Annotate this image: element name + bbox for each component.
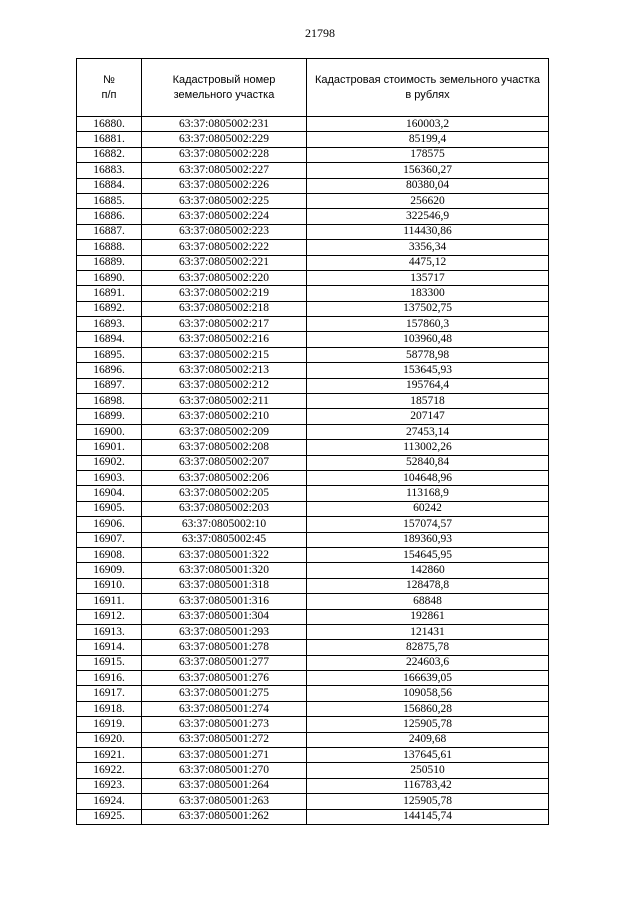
cadastral-number-cell: 63:37:0805002:207 xyxy=(142,455,307,470)
table-row xyxy=(77,163,549,178)
cadastral-value-cell: 68848 xyxy=(307,594,549,609)
cadastral-value-cell: 154645,95 xyxy=(307,547,549,562)
cadastral-value-cell: 195764,4 xyxy=(307,378,549,393)
cadastral-number-cell: 63:37:0805001:278 xyxy=(142,640,307,655)
cadastral-value-cell: 116783,42 xyxy=(307,778,549,793)
cadastral-number-cell: 63:37:0805002:45 xyxy=(142,532,307,547)
header-row-number xyxy=(77,59,142,117)
row-number-cell: 16895. xyxy=(77,347,142,362)
cadastral-number-cell: 63:37:0805001:316 xyxy=(142,594,307,609)
table-row xyxy=(77,655,549,670)
cadastral-value-cell: 3356,34 xyxy=(307,240,549,255)
table-row xyxy=(77,132,549,147)
row-number-cell: 16892. xyxy=(77,301,142,316)
table-row xyxy=(77,594,549,609)
cadastral-number-cell: 63:37:0805002:218 xyxy=(142,301,307,316)
table-row xyxy=(77,640,549,655)
row-number-cell: 16917. xyxy=(77,686,142,701)
cadastral-number-cell: 63:37:0805002:217 xyxy=(142,317,307,332)
table-row xyxy=(77,686,549,701)
row-number-cell: 16894. xyxy=(77,332,142,347)
cadastral-number-cell: 63:37:0805002:215 xyxy=(142,347,307,362)
table-header xyxy=(77,59,549,117)
row-number-cell: 16920. xyxy=(77,732,142,747)
header-row xyxy=(77,59,549,117)
cadastral-value-cell: 192861 xyxy=(307,609,549,624)
table-row xyxy=(77,424,549,439)
row-number-cell: 16924. xyxy=(77,794,142,809)
cadastral-value-cell: 2409,68 xyxy=(307,732,549,747)
cadastral-value-cell: 125905,78 xyxy=(307,717,549,732)
cadastral-value-cell: 178575 xyxy=(307,147,549,162)
cadastral-value-cell: 137645,61 xyxy=(307,748,549,763)
row-number-cell: 16889. xyxy=(77,255,142,270)
table-row xyxy=(77,347,549,362)
cadastral-number-cell: 63:37:0805002:205 xyxy=(142,486,307,501)
row-number-cell: 16907. xyxy=(77,532,142,547)
row-number-cell: 16922. xyxy=(77,763,142,778)
table-row xyxy=(77,147,549,162)
table-row xyxy=(77,270,549,285)
row-number-cell: 16886. xyxy=(77,209,142,224)
cadastral-value-cell: 166639,05 xyxy=(307,671,549,686)
header-number-abbrev: п/п xyxy=(101,88,117,101)
cadastral-number-cell: 63:37:0805002:220 xyxy=(142,270,307,285)
cadastral-value-cell: 113168,9 xyxy=(307,486,549,501)
header-cadastral-value: Кадастровая стоимость земельного участка в рублях xyxy=(307,59,549,117)
cadastral-value-cell: 135717 xyxy=(307,270,549,285)
table-row xyxy=(77,794,549,809)
table-row xyxy=(77,578,549,593)
row-number-cell: 16899. xyxy=(77,409,142,424)
cadastral-value-cell: 128478,8 xyxy=(307,578,549,593)
row-number-cell: 16900. xyxy=(77,424,142,439)
cadastral-value-cell: 103960,48 xyxy=(307,332,549,347)
table-row xyxy=(77,394,549,409)
cadastral-value-cell: 144145,74 xyxy=(307,809,549,824)
cadastral-value-cell: 156360,27 xyxy=(307,163,549,178)
table-row xyxy=(77,240,549,255)
cadastral-number-cell: 63:37:0805001:293 xyxy=(142,624,307,639)
cadastral-number-cell: 63:37:0805002:223 xyxy=(142,224,307,239)
cadastral-number-cell: 63:37:0805001:304 xyxy=(142,609,307,624)
header-cadastral-number: Кадастровый номер земельного участка xyxy=(142,59,307,117)
table-row xyxy=(77,809,549,824)
table-row xyxy=(77,732,549,747)
row-number-cell: 16918. xyxy=(77,701,142,716)
table-row xyxy=(77,563,549,578)
table-row xyxy=(77,701,549,716)
cadastral-number-cell: 63:37:0805002:216 xyxy=(142,332,307,347)
header-number-sign: № xyxy=(103,73,115,86)
table-row xyxy=(77,748,549,763)
table-row xyxy=(77,671,549,686)
cadastral-number-cell: 63:37:0805001:273 xyxy=(142,717,307,732)
row-number-cell: 16880. xyxy=(77,117,142,132)
row-number-cell: 16908. xyxy=(77,547,142,562)
cadastral-value-cell: 157860,3 xyxy=(307,317,549,332)
row-number-cell: 16898. xyxy=(77,394,142,409)
row-number-cell: 16887. xyxy=(77,224,142,239)
cadastral-value-cell: 256620 xyxy=(307,193,549,208)
table-row xyxy=(77,117,549,132)
cadastral-value-cell: 183300 xyxy=(307,286,549,301)
row-number-cell: 16911. xyxy=(77,594,142,609)
cadastral-value-cell: 250510 xyxy=(307,763,549,778)
cadastral-number-cell: 63:37:0805001:275 xyxy=(142,686,307,701)
cadastral-number-cell: 63:37:0805002:208 xyxy=(142,440,307,455)
table-row xyxy=(77,440,549,455)
cadastral-value-cell: 27453,14 xyxy=(307,424,549,439)
cadastral-number-cell: 63:37:0805002:212 xyxy=(142,378,307,393)
table-row xyxy=(77,378,549,393)
cadastral-number-cell: 63:37:0805002:219 xyxy=(142,286,307,301)
cadastral-value-cell: 85199,4 xyxy=(307,132,549,147)
cadastral-value-table xyxy=(76,58,549,825)
cadastral-number-cell: 63:37:0805002:231 xyxy=(142,117,307,132)
table-row xyxy=(77,178,549,193)
row-number-cell: 16913. xyxy=(77,624,142,639)
table-row xyxy=(77,363,549,378)
row-number-cell: 16903. xyxy=(77,470,142,485)
page-number: 21798 xyxy=(305,26,335,40)
table-row xyxy=(77,547,549,562)
row-number-cell: 16912. xyxy=(77,609,142,624)
table-row xyxy=(77,609,549,624)
cadastral-number-cell: 63:37:0805001:320 xyxy=(142,563,307,578)
row-number-cell: 16902. xyxy=(77,455,142,470)
cadastral-value-cell: 113002,26 xyxy=(307,440,549,455)
cadastral-value-cell: 80380,04 xyxy=(307,178,549,193)
row-number-cell: 16885. xyxy=(77,193,142,208)
row-number-cell: 16910. xyxy=(77,578,142,593)
cadastral-number-cell: 63:37:0805001:277 xyxy=(142,655,307,670)
cadastral-number-cell: 63:37:0805002:229 xyxy=(142,132,307,147)
cadastral-number-cell: 63:37:0805002:225 xyxy=(142,193,307,208)
cadastral-value-cell: 157074,57 xyxy=(307,517,549,532)
cadastral-number-cell: 63:37:0805001:271 xyxy=(142,748,307,763)
cadastral-number-cell: 63:37:0805002:228 xyxy=(142,147,307,162)
row-number-cell: 16882. xyxy=(77,147,142,162)
cadastral-value-cell: 189360,93 xyxy=(307,532,549,547)
table-row xyxy=(77,209,549,224)
cadastral-number-cell: 63:37:0805001:270 xyxy=(142,763,307,778)
table-row xyxy=(77,455,549,470)
cadastral-value-cell: 121431 xyxy=(307,624,549,639)
table-row xyxy=(77,470,549,485)
table-row xyxy=(77,501,549,516)
row-number-cell: 16883. xyxy=(77,163,142,178)
cadastral-value-cell: 58778,98 xyxy=(307,347,549,362)
cadastral-number-cell: 63:37:0805001:272 xyxy=(142,732,307,747)
table-row xyxy=(77,763,549,778)
cadastral-number-cell: 63:37:0805002:203 xyxy=(142,501,307,516)
cadastral-number-cell: 63:37:0805001:264 xyxy=(142,778,307,793)
cadastral-value-cell: 156860,28 xyxy=(307,701,549,716)
cadastral-number-cell: 63:37:0805001:263 xyxy=(142,794,307,809)
row-number-cell: 16881. xyxy=(77,132,142,147)
cadastral-value-cell: 185718 xyxy=(307,394,549,409)
row-number-cell: 16921. xyxy=(77,748,142,763)
cadastral-value-cell: 114430,86 xyxy=(307,224,549,239)
row-number-cell: 16914. xyxy=(77,640,142,655)
cadastral-number-cell: 63:37:0805001:276 xyxy=(142,671,307,686)
table-row xyxy=(77,332,549,347)
cadastral-value-cell: 153645,93 xyxy=(307,363,549,378)
table-row xyxy=(77,486,549,501)
cadastral-value-cell: 60242 xyxy=(307,501,549,516)
cadastral-number-cell: 63:37:0805001:322 xyxy=(142,547,307,562)
table-row xyxy=(77,286,549,301)
row-number-cell: 16884. xyxy=(77,178,142,193)
row-number-cell: 16896. xyxy=(77,363,142,378)
cadastral-value-cell: 322546,9 xyxy=(307,209,549,224)
cadastral-value-cell: 207147 xyxy=(307,409,549,424)
row-number-cell: 16891. xyxy=(77,286,142,301)
row-number-cell: 16904. xyxy=(77,486,142,501)
row-number-cell: 16888. xyxy=(77,240,142,255)
row-number-cell: 16897. xyxy=(77,378,142,393)
table-row xyxy=(77,624,549,639)
table-body xyxy=(77,117,549,825)
table-row xyxy=(77,301,549,316)
cadastral-value-cell: 125905,78 xyxy=(307,794,549,809)
cadastral-value-cell: 137502,75 xyxy=(307,301,549,316)
cadastral-value-cell: 224603,6 xyxy=(307,655,549,670)
row-number-cell: 16893. xyxy=(77,317,142,332)
table-row xyxy=(77,224,549,239)
table-row xyxy=(77,517,549,532)
row-number-cell: 16890. xyxy=(77,270,142,285)
cadastral-value-cell: 142860 xyxy=(307,563,549,578)
cadastral-number-cell: 63:37:0805002:226 xyxy=(142,178,307,193)
table-row xyxy=(77,193,549,208)
row-number-cell: 16916. xyxy=(77,671,142,686)
cadastral-number-cell: 63:37:0805002:222 xyxy=(142,240,307,255)
table-row xyxy=(77,255,549,270)
row-number-cell: 16925. xyxy=(77,809,142,824)
table-row xyxy=(77,717,549,732)
row-number-cell: 16919. xyxy=(77,717,142,732)
cadastral-number-cell: 63:37:0805002:211 xyxy=(142,394,307,409)
table-row xyxy=(77,532,549,547)
cadastral-value-cell: 4475,12 xyxy=(307,255,549,270)
table-row xyxy=(77,409,549,424)
cadastral-number-cell: 63:37:0805002:10 xyxy=(142,517,307,532)
cadastral-value-cell: 160003,2 xyxy=(307,117,549,132)
cadastral-number-cell: 63:37:0805002:210 xyxy=(142,409,307,424)
row-number-cell: 16923. xyxy=(77,778,142,793)
cadastral-value-cell: 82875,78 xyxy=(307,640,549,655)
cadastral-value-cell: 104648,96 xyxy=(307,470,549,485)
cadastral-number-cell: 63:37:0805001:262 xyxy=(142,809,307,824)
cadastral-number-cell: 63:37:0805002:221 xyxy=(142,255,307,270)
row-number-cell: 16901. xyxy=(77,440,142,455)
table-row xyxy=(77,778,549,793)
cadastral-number-cell: 63:37:0805002:213 xyxy=(142,363,307,378)
cadastral-number-cell: 63:37:0805001:318 xyxy=(142,578,307,593)
row-number-cell: 16906. xyxy=(77,517,142,532)
cadastral-value-cell: 52840,84 xyxy=(307,455,549,470)
row-number-cell: 16915. xyxy=(77,655,142,670)
row-number-cell: 16905. xyxy=(77,501,142,516)
cadastral-value-cell: 109058,56 xyxy=(307,686,549,701)
cadastral-number-cell: 63:37:0805001:274 xyxy=(142,701,307,716)
table-row xyxy=(77,317,549,332)
cadastral-number-cell: 63:37:0805002:206 xyxy=(142,470,307,485)
cadastral-number-cell: 63:37:0805002:227 xyxy=(142,163,307,178)
row-number-cell: 16909. xyxy=(77,563,142,578)
cadastral-number-cell: 63:37:0805002:209 xyxy=(142,424,307,439)
cadastral-number-cell: 63:37:0805002:224 xyxy=(142,209,307,224)
